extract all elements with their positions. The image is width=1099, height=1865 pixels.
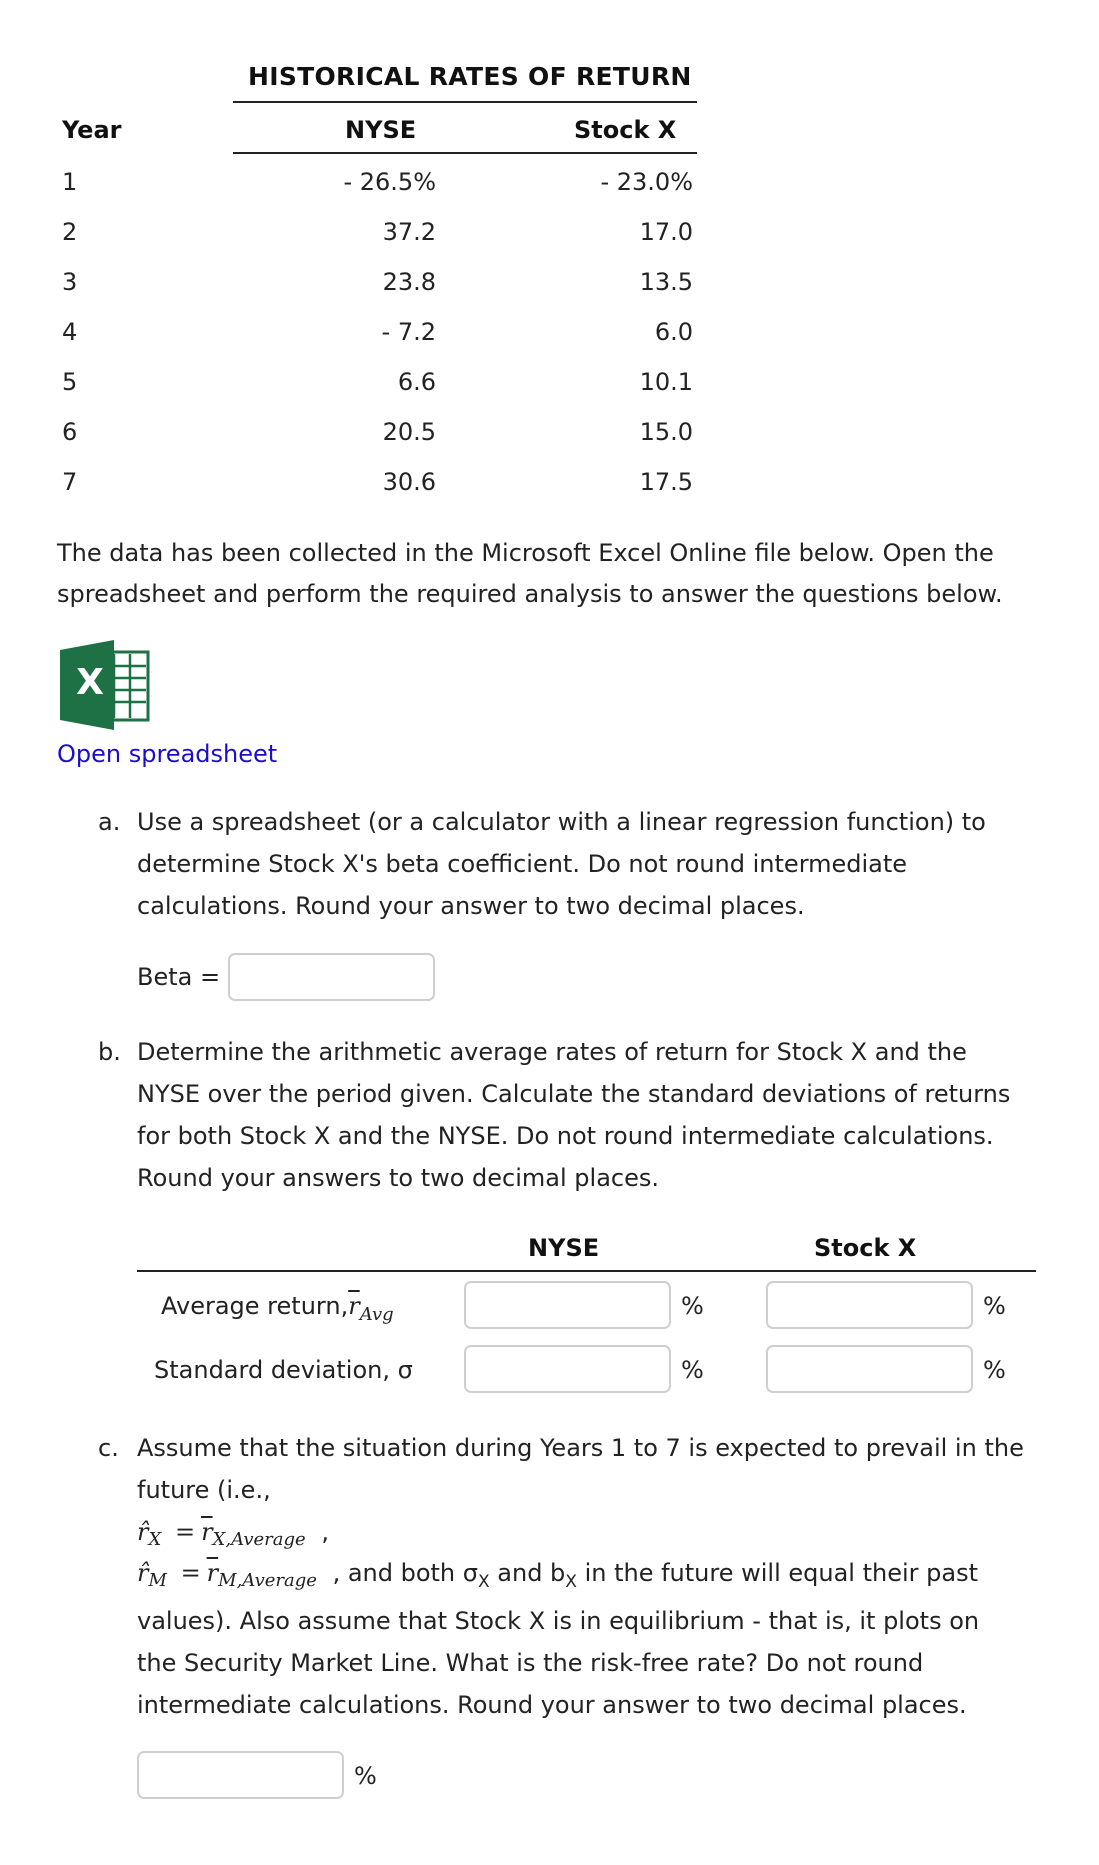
part-a-marker: a. [98, 808, 121, 836]
beta-label: Beta = [137, 963, 221, 991]
stock-x-cell: 6.0 [654, 318, 693, 346]
year-cell: 1 [62, 168, 78, 196]
risk-free-pct: % [354, 1762, 377, 1790]
part-b-header-rule [137, 1270, 1036, 1272]
part-c-line-5: values). Also assume that Stock X is in equilibrium - that is, it plots on [137, 1607, 980, 1635]
avg-stock-pct: % [983, 1292, 1006, 1320]
nyse-cell: - 7.2 [381, 318, 436, 346]
part-b-line-2: NYSE over the period given. Calculate the standard deviations of returns [137, 1080, 1011, 1108]
stock-x-cell: 10.1 [639, 368, 693, 396]
intro-line-2: spreadsheet and perform the required analysis to answer the questions below. [57, 580, 1003, 608]
excel-icon[interactable] [58, 640, 152, 730]
title-rule [233, 101, 697, 103]
nyse-cell: 20.5 [382, 418, 436, 446]
intro-line-1: The data has been collected in the Microsoft Excel Online file below. Open the [57, 539, 994, 567]
year-cell: 4 [62, 318, 78, 346]
part-a-line-1: Use a spreadsheet (or a calculator with a linear regression function) to [137, 808, 986, 836]
header-year: Year [62, 116, 122, 144]
part-c-marker: c. [98, 1434, 119, 1462]
avg-return-label: Average $return,\overline{r}_{Avg}$ [161, 1292, 394, 1325]
table-title: HISTORICAL RATES OF RETURN [248, 62, 692, 91]
stock-x-cell: 17.5 [639, 468, 693, 496]
open-spreadsheet-link[interactable]: Open spreadsheet [57, 740, 278, 768]
header-nyse: NYSE [345, 116, 417, 144]
avg-return-stock-input[interactable] [766, 1281, 973, 1329]
part-c-line-6: the Security Market Line. What is the risk-free rate? Do not round [137, 1649, 924, 1677]
avg-nyse-pct: % [681, 1292, 704, 1320]
nyse-cell: 6.6 [397, 368, 436, 396]
stock-x-cell: 17.0 [639, 218, 693, 246]
equation-rx: $r̂_X = \overline{r}_{X,Average}$ , [137, 1518, 329, 1550]
nyse-cell: 23.8 [382, 268, 436, 296]
stock-x-cell: 13.5 [639, 268, 693, 296]
std-stock-pct: % [983, 1356, 1006, 1384]
std-dev-stock-input[interactable] [766, 1345, 973, 1393]
std-nyse-pct: % [681, 1356, 704, 1384]
header-stock-x: Stock X [574, 116, 677, 144]
equation-rm: $r̂_M = \overline{r}_{M,Average}$ , and both $\sigma_X$ and $b_X$ in the future will equal their past [137, 1559, 979, 1592]
nyse-cell: 37.2 [382, 218, 436, 246]
avg-return-nyse-input[interactable] [464, 1281, 671, 1329]
stock-x-cell: 15.0 [639, 418, 693, 446]
avg-subscript: Avg [359, 1304, 394, 1325]
part-a-line-3: calculations. Round your answer to two decimal places. [137, 892, 805, 920]
year-cell: 3 [62, 268, 78, 296]
year-cell: 7 [62, 468, 78, 496]
stock-x-cell: - 23.0% [600, 168, 693, 196]
std-dev-nyse-input[interactable] [464, 1345, 671, 1393]
part-b-line-4: Round your answers to two decimal places. [137, 1164, 659, 1192]
part-b-line-1: Determine the arithmetic average rates of return for Stock X and the [137, 1038, 967, 1066]
excel-icon-letter: X [76, 662, 104, 703]
col-header-stock-x: Stock X [814, 1234, 917, 1262]
risk-free-rate-input[interactable] [137, 1751, 344, 1799]
part-c-line-7: intermediate calculations. Round your answer to two decimal places. [137, 1691, 967, 1719]
year-cell: 5 [62, 368, 78, 396]
col-header-nyse: NYSE [528, 1234, 600, 1262]
part-c-line-2: future (i.e., [137, 1476, 271, 1504]
r-bar-symbol: $\overline{r}$ [348, 1292, 360, 1320]
part-b-marker: b. [98, 1038, 121, 1066]
nyse-cell: - 26.5% [343, 168, 436, 196]
year-cell: 2 [62, 218, 78, 246]
nyse-cell: 30.6 [382, 468, 436, 496]
beta-input[interactable] [228, 953, 435, 1001]
part-c-line-1: Assume that the situation during Years 1 to 7 is expected to prevail in the [137, 1434, 1024, 1462]
header-rule [233, 152, 697, 154]
part-a-line-2: determine Stock X's beta coefficient. Do not round intermediate [137, 850, 908, 878]
part-b-line-3: for both Stock X and the NYSE. Do not round intermediate calculations. [137, 1122, 994, 1150]
year-cell: 6 [62, 418, 78, 446]
std-dev-label: Standard deviation, σ [154, 1356, 413, 1384]
